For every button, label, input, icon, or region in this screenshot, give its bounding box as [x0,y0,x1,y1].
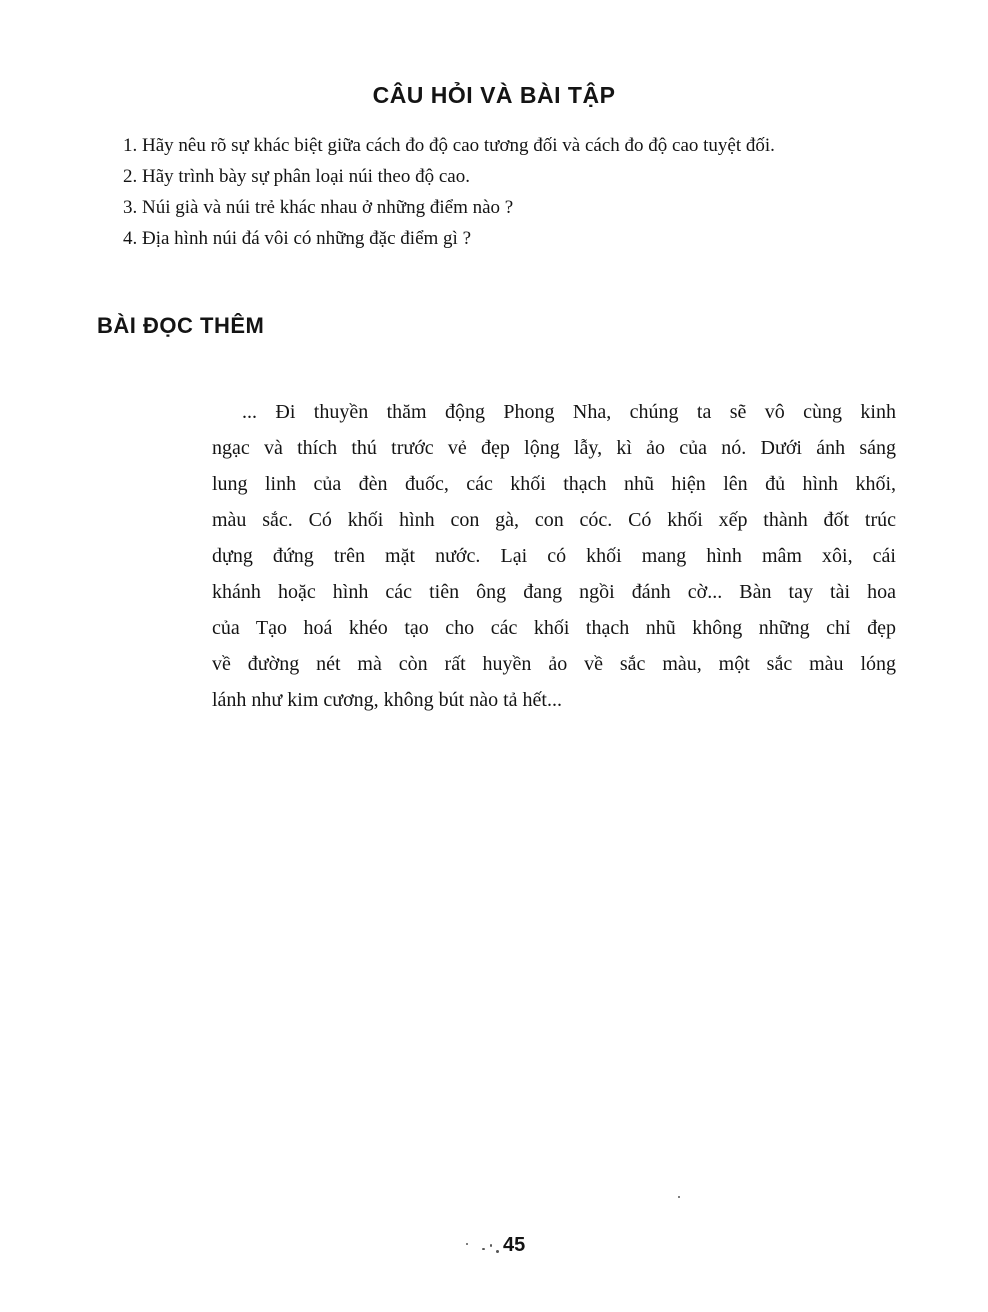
passage-line: của Tạo hoá khéo tạo cho các khối thạch nhũ không những chỉ đẹp [212,617,896,639]
reading-heading: BÀI ĐỌC THÊM [97,313,265,338]
scan-speck [482,1248,485,1250]
scan-speck [466,1243,468,1245]
scan-speck [496,1250,499,1253]
question-item: 4. Địa hình núi đá vôi có những đặc điểm gì ? [123,228,472,249]
page-number: 45 [503,1234,526,1256]
passage-line: lung linh của đèn đuốc, các khối thạch nhũ hiện lên đủ hình khối, [212,473,896,495]
passage-line: lánh như kim cương, không bút nào tả hết... [212,689,562,711]
reading-passage [212,394,896,718]
question-item: 1. Hãy nêu rõ sự khác biệt giữa cách đo độ cao tương đối và cách đo độ cao tuyệt đối. [123,135,775,156]
question-item: 2. Hãy trình bày sự phân loại núi theo độ cao. [123,166,470,187]
passage-line: ngạc và thích thú trước vẻ đẹp lộng lẫy, kì ảo của nó. Dưới ánh sáng [212,437,896,459]
questions-list [123,130,903,254]
scan-speck [490,1244,492,1247]
passage-line: ... Đi thuyền thăm động Phong Nha, chúng ta sẽ vô cùng kinh [242,401,896,423]
passage-line: khánh hoặc hình các tiên ông đang ngồi đánh cờ... Bàn tay tài hoa [212,581,896,603]
passage-line: về đường nét mà còn rất huyền ảo về sắc màu, một sắc màu lóng [212,653,896,675]
questions-heading: CÂU HỎI VÀ BÀI TẬP [372,82,616,108]
passage-line: dựng đứng trên mặt nước. Lại có khối mang hình mâm xôi, cái [212,545,896,567]
scan-speck [678,1196,680,1198]
passage-line: màu sắc. Có khối hình con gà, con cóc. Có khối xếp thành đốt trúc [212,509,896,531]
question-item: 3. Núi già và núi trẻ khác nhau ở những điểm nào ? [123,197,514,218]
